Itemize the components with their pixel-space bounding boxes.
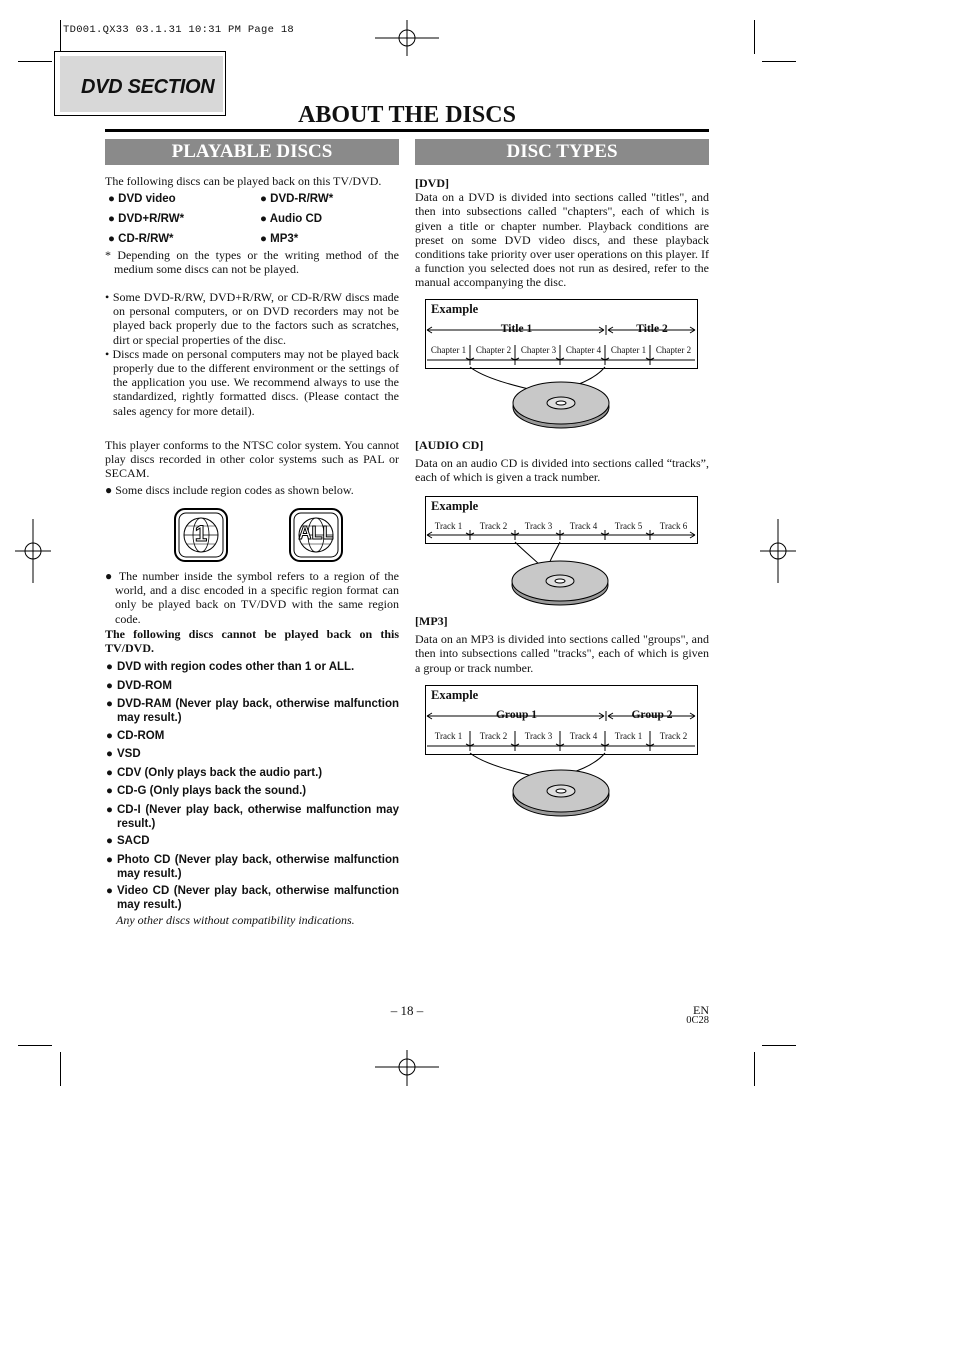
region-1-icon [174,508,228,567]
example-label: Example [431,302,479,316]
dvd-block [415,176,709,290]
other-discs-note: Any other discs without compatibility indications. [116,913,355,927]
cell-label: Track 1 [434,731,463,741]
list-item: Video CD (Never play back, otherwise malfunction may result.) [117,885,399,911]
section-tab-label: DVD SECTION [81,76,215,98]
cell-label: Track 1 [434,521,463,531]
playable-notes [105,290,399,418]
print-header: TD001.QX33 03.1.31 10:31 PM Page 18 [63,24,295,36]
mp3-text: Data on an MP3 is divided into sections called "groups", and then into subsections called "tracks", each of which is given a group or track number. [415,632,709,675]
list-item: VSD [117,748,141,760]
region-all-label: ALL [298,523,334,543]
note-item: • Some DVD-R/RW, DVD+R/RW, or CD-R/RW discs made on personal computers, or on DVD recorders may not be played back properly due to the factors such as scratches, dirt or special properties of the disc. [105,290,399,347]
cell-label: Chapter 2 [475,345,512,355]
group-label: Group 2 [631,709,673,721]
group-label: Title 1 [500,323,533,335]
region-note: The number inside the symbol refers to a region of the world, and a disc encoded in a specific region format can only be played back on TV/DVD with the same region code. [115,569,400,626]
list-item: DVD-R/RW* [270,193,334,205]
cell-label: Chapter 3 [520,345,557,355]
cell-label: Track 5 [614,521,643,531]
types-heading: DISC TYPES [415,139,709,165]
mp3-label: [MP3] [415,614,448,628]
playable-intro: The following discs can be played back on this TV/DVD. [105,174,382,188]
list-item: DVD video [118,193,176,205]
list-item: CD-R/RW* [118,233,174,245]
list-item: DVD-ROM [117,680,172,692]
list-item: DVD+R/RW* [118,213,185,225]
note-item: • Discs made on personal computers may not be played back properly due to the different environment or the settings of the application you use. We recommend always to use the standardized, rightly formatted discs. (Please contact the sales agency for more detail). [105,346,399,418]
list-item: Photo CD (Never play back, otherwise malfunction may result.) [117,854,399,880]
cell-label: Track 2 [479,731,508,741]
ntsc-block: This player conforms to the NTSC color system. You cannot play discs recorded in other color systems such as PAL or SECAM. ● Some discs include region codes as shown below. [105,438,399,497]
region-1-label: 1 [194,521,208,546]
cd-block [415,438,709,485]
cell-label: Track 1 [614,731,643,741]
list-item: Audio CD [269,213,323,225]
list-item: CD-G (Only plays back the sound.) [117,785,307,797]
region-intro: Some discs include region codes as shown below. [115,482,354,497]
group-label: Group 1 [495,709,537,721]
cannot-heading: The following discs cannot be played back on this TV/DVD. [105,626,399,656]
mp3-diagram [425,685,697,820]
cd-label: [AUDIO CD] [415,438,484,452]
title-rule [105,129,709,132]
cell-label: Track 4 [569,521,598,531]
cell-label: Chapter 1 [430,345,467,355]
dvd-label: [DVD] [415,176,449,190]
list-item: CD-ROM [117,730,165,742]
example-label: Example [431,688,479,702]
page-number: – 18 – [390,1003,424,1018]
language-code: EN [693,1003,709,1017]
cell-label: Track 3 [524,731,553,741]
list-item: SACD [117,835,150,847]
mp3-block [415,614,709,675]
cell-label: Track 3 [524,521,553,531]
list-item: CDV (Only plays back the audio part.) [117,767,323,779]
playable-discs: The following discs can be played back on this TV/DVD. ● DVD video ● DVD-R/RW* ● DVD+R/RW* ● Audio CD ● CD-R/RW* ● MP3* * Depending on the types or the writing method of the medium some discs can not be played. [105,174,399,277]
dvd-diagram [425,299,697,434]
cell-label: Chapter 2 [655,345,692,355]
cell-label: Track 2 [659,731,688,741]
dvd-text: Data on a DVD is divided into sections called "titles", and then into subsections called "chapters", each of which is given a title or chapter number. Playback conditions are preset on some DVD video discs, and these playback conditions take priority over user operations on this player. If a function you selected does not run as desired, refer to the manual accompanying the disc. [415,190,709,290]
example-label: Example [431,499,479,513]
region-all-icon [289,508,343,567]
list-item: CD-I (Never play back, otherwise malfunction may result.) [117,804,399,830]
doc-code: 0C28 [686,1015,709,1026]
region-note-block: ● The number inside the symbol refers to a region of the world, and a disc encoded in a specific region format can only be played back on TV/DVD with the same region code. The following discs cannot be played back on this TV/DVD. [105,569,400,656]
cd-diagram [425,496,697,608]
page-title: ABOUT THE DISCS [298,102,516,128]
cell-label: Track 4 [569,731,598,741]
ntsc-text: This player conforms to the NTSC color system. You cannot play discs recorded in other color systems such as PAL or SECAM. [105,438,399,481]
playable-heading: PLAYABLE DISCS [105,139,399,165]
list-item: MP3* [270,233,299,245]
group-label: Title 2 [636,323,668,335]
cd-text: Data on an audio CD is divided into sections called “tracks”, each of which is given a track number. [415,456,709,485]
playable-footnote: * Depending on the types or the writing method of the medium some discs can not be played. [105,248,399,277]
list-item: DVD with region codes other than 1 or ALL. [117,661,355,673]
cell-label: Chapter 4 [565,345,602,355]
cell-label: Track 6 [659,521,688,531]
cell-label: Chapter 1 [610,345,647,355]
cell-label: Track 2 [479,521,508,531]
list-item: DVD-RAM (Never play back, otherwise malfunction may result.) [117,698,399,724]
